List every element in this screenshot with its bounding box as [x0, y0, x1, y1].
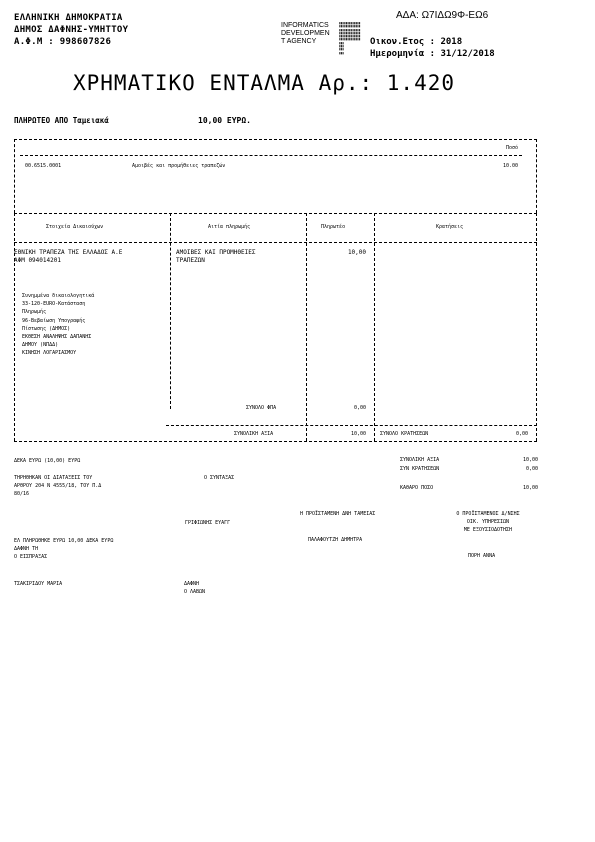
legal-note — [14, 474, 101, 499]
issue-date: Ημερομηνία : 31/12/2018 — [370, 49, 495, 59]
summary-value: 0,00 — [525, 466, 538, 472]
divider — [170, 213, 171, 409]
column-header-payments: Πληρωτέο — [321, 224, 346, 230]
summary-label: ΣΥΝΟΛΙΚΗ ΑΞΙΑ — [400, 457, 440, 463]
divider — [536, 213, 537, 441]
divider — [14, 441, 537, 442]
beneficiary-name: ΕΘΝΙΚΗ ΤΡΑΠΕΖΑ ΤΗΣ ΕΛΛΑΔΟΣ Α.Ε — [14, 249, 123, 256]
divider — [14, 139, 537, 140]
beneficiary-afm: ΑΦΜ 094014201 — [14, 257, 61, 265]
column-header-cause: Αιτία πληρωμής — [208, 224, 251, 230]
attachment-item: 33-120-EURO-Κατάσταση — [22, 301, 86, 308]
attachment-item: Πληρωμής — [22, 309, 47, 316]
finance-head-line: ΟΙΚ. ΥΠΗΡΕΣΙΩΝ — [466, 519, 510, 526]
column-header-beneficiary: Στοιχεία Δικαιούχων — [46, 224, 104, 230]
agency-line: INFORMATICS — [281, 22, 329, 29]
recipient-line: Ο ΛΑΒΩΝ — [184, 589, 206, 596]
attachments-list — [22, 292, 94, 358]
cause-cell — [176, 249, 255, 265]
budget-amount: 10.00 — [502, 163, 518, 169]
agency-line: DEVELOPMEN — [281, 30, 330, 37]
payable-label: ΠΛΗΡΩΤΕΟ ΑΠΟ Ταμειακά — [14, 116, 109, 125]
summary-label: ΣΥΝ ΚΡΑΤΗΣΕΩΝ — [400, 466, 440, 472]
cause-line: ΤΡΑΠΕΖΩΝ — [176, 257, 205, 265]
vat-total-label: ΣΥΝΟΛΟ ΦΠΑ — [246, 405, 277, 411]
divider — [14, 242, 537, 243]
ada-code: ΑΔΑ: Ω7ΙΔΩ9Φ-ΕΩ6 — [396, 10, 489, 21]
finance-head-line: ΜΕ ΕΞΟΥΣΙΟΔΟΤΗΣΗ — [463, 527, 513, 534]
gross-total-value: 10,00 — [350, 431, 366, 437]
document-title: ΧΡΗΜΑΤΙΚΟ ΕΝΤΑΛΜΑ Αρ.: 1.420 — [73, 71, 456, 95]
row-amount: 10,00 — [347, 249, 366, 256]
divider — [14, 139, 15, 213]
republic-label: ΕΛΛΗΝΙΚΗ ΔΗΜΟΚΡΑΤΙΑ — [14, 13, 123, 23]
legal-line: ΑΡΘΡΟΥ 204 Ν 4555/18, ΤΟΥ Π.Δ — [14, 483, 102, 490]
divider — [14, 213, 537, 214]
treasury-head-name: ΠΑΛΑΦΟΥΤΖΗ ΔΗΜΗΤΡΑ — [308, 537, 363, 543]
divider — [306, 213, 307, 441]
attachment-item: ΕΚΘΕΣΗ ΑΝΑΛΗΨΗΣ ΔΑΠΑΝΗΣ — [22, 333, 92, 340]
legal-line: ΤΗΡΗΘΗΚΑΝ ΟΙ ΔΙΑΤΑΞΕΙΣ ΤΟΥ — [14, 475, 93, 481]
divider — [20, 155, 522, 156]
agency-line: T AGENCY — [281, 38, 317, 45]
vat-total-value: 0,00 — [353, 405, 366, 411]
cause-line: ΑΜΟΙΒΕΣ ΚΑΙ ΠΡΟΜΗΘΕΙΕΣ — [176, 249, 256, 256]
divider — [166, 425, 537, 426]
recipient-block — [184, 580, 205, 596]
signer-name: ΤΣΑΚΙΡΙΔΟΥ ΜΑΡΙΑ — [14, 581, 63, 587]
municipality-label: ΔΗΜΟΣ ΔΑΦΝΗΣ-ΥΜΗΤΤΟΥ — [14, 25, 129, 35]
finance-head-title — [438, 510, 538, 535]
receipt-line: ΕΛ ΠΛΗΡΩΘΗΚΕ ΕΥΡΩ 10,00 ΔΕΚΑ ΕΥΡΩ — [14, 538, 114, 544]
divider — [374, 213, 375, 441]
summary-value: 10,00 — [522, 457, 538, 463]
receipt-line: ΔΑΦΝΗ ΤΗ — [14, 546, 39, 553]
attachment-item: Συνημμένα δικαιολογητικά — [22, 293, 95, 299]
amount-header: Ποσό — [505, 145, 518, 151]
divider — [14, 213, 15, 441]
digital-signature-stamp: ▮▮▮▮▮▮▮▮▮▮▮▮▮ ▮▮▮▮▮▮▮▮▮▮▮▮▮ ▮▮▮▮▮▮▮▮▮▮▮▮▮ ▮▮▮▮▮▮▮▮▮▮▮▮▮ ▮▮▮▮▮▮▮▮▮▮▮▮▮ ▮▮▮▮▮▮▮▮▮▮▮▮▮ ▮▮▮ ▮▮▮ ▮▮▮ ▮▮▮ — [339, 21, 361, 55]
attachment-item: ΔΗΜΟΥ (ΝΠΔΔ) — [22, 342, 59, 349]
beneficiary-cell — [14, 249, 122, 265]
attachment-item: ΚΙΝΗΣΗ ΛΟΓΑΡΙΑΣΜΟΥ — [22, 350, 77, 357]
amount-in-words: ΔΕΚΑ ΕΥΡΩ (10,00) ΕΥΡΩ — [14, 458, 81, 464]
attachment-item: Πίστωσης (ΔΗΜΟΣ) — [22, 325, 71, 332]
treasury-head-title: Η ΠΡΟΪΣΤΑΜΕΝΗ ΔΝΗ ΤΑΜΕΙΑΣ — [300, 511, 376, 517]
receipt-line: Ο ΕΙΣΠΡΑΞΑΣ — [14, 554, 48, 561]
budget-description: Αμοιβές και προμήθειες τραπεζών — [132, 163, 226, 169]
finance-head-name: ΠΟΡΗ ΑΝΝΑ — [468, 553, 496, 559]
composer-name: ΓΡΙΦΙΩΝΗΣ ΕΥΑΓΓ — [185, 520, 231, 526]
recipient-line: ΔΑΦΝΗ — [184, 581, 200, 587]
receipt-block — [14, 537, 113, 562]
agency-logo — [281, 22, 330, 46]
column-header-withholdings: Κρατήσεις — [436, 224, 464, 230]
summary-value: 10,00 — [522, 485, 538, 491]
summary-label: ΚΑΘΑΡΟ ΠΟΣΟ — [400, 485, 434, 491]
composer-label: Ο ΣΥΝΤΑΞΑΣ — [204, 475, 235, 481]
fiscal-year: Οικον.Ετος : 2018 — [370, 37, 463, 47]
finance-head-line: Ο ΠΡΟΪΣΤΑΜΕΝΟΣ Δ/ΝΣΗΣ — [456, 511, 520, 517]
attachment-item: 96-Βεβαίωση Υπογραφής — [22, 317, 86, 324]
afm-label: Α.Φ.Μ : 998607826 — [14, 37, 112, 47]
withholdings-total-label: ΣΥΝΟΛΟ ΚΡΑΤΗΣΕΩΝ — [380, 431, 429, 437]
gross-total-label: ΣΥΝΟΛΙΚΗ ΑΞΙΑ — [234, 431, 274, 437]
payable-amount: 10,00 ΕΥΡΩ. — [198, 116, 251, 125]
divider — [536, 139, 537, 213]
budget-code: 00.6515.0001 — [25, 163, 62, 169]
withholdings-total-value: 0,00 — [515, 431, 528, 437]
legal-line: 80/16 — [14, 491, 30, 498]
